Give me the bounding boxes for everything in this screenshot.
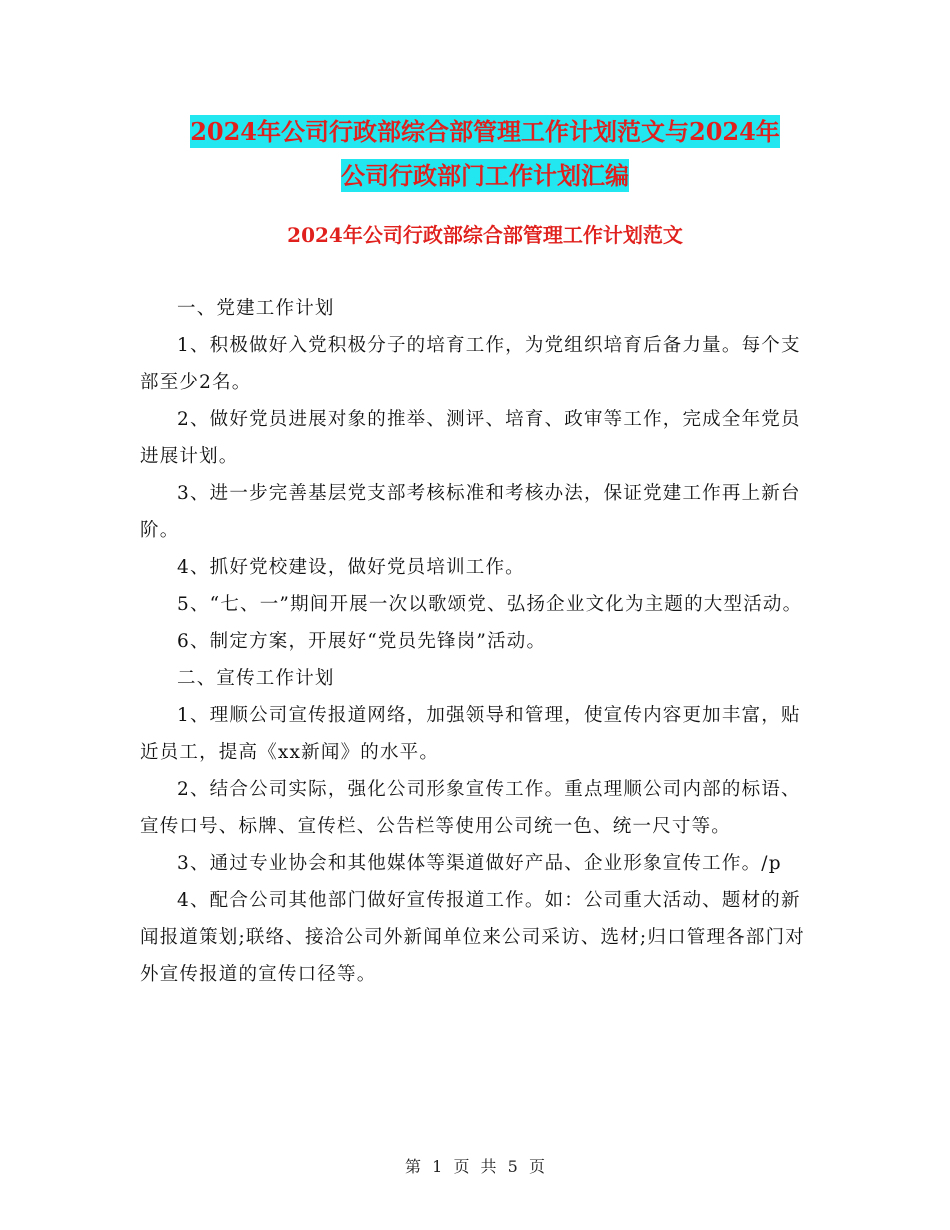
paragraph: 3、通过专业协会和其他媒体等渠道做好产品、企业形象宣传工作。/p xyxy=(177,853,782,874)
document-title-line-1: 2024年公司行政部综合部管理工作计划范文与2024年 xyxy=(190,117,780,146)
document-title xyxy=(140,110,830,198)
paragraph: 6、制定方案，开展好“党员先锋岗”活动。 xyxy=(177,631,547,652)
paragraph: 4、配合公司其他部门做好宣传报道工作。如：公司重大活动、题材的新闻报道策划;联络、接洽公司外新闻单位来公司采访、选材;归口管理各部门对外宣传报道的宣传口径等。 xyxy=(140,890,805,985)
paragraph: 3、进一步完善基层党支部考核标准和考核办法，保证党建工作再上新台阶。 xyxy=(140,483,801,541)
paragraph: 1、理顺公司宣传报道网络，加强领导和管理，使宣传内容更加丰富，贴近员工，提高《xx新闻》的水平。 xyxy=(140,705,801,763)
paragraph: 5、“七、一”期间开展一次以歌颂党、弘扬企业文化为主题的大型活动。 xyxy=(177,594,803,615)
paragraph: 2、做好党员进展对象的推举、测评、培育、政审等工作，完成全年党员进展计划。 xyxy=(140,409,801,467)
footer-page-unit: 页 xyxy=(453,1157,470,1176)
footer-total-prefix: 共 xyxy=(480,1157,497,1176)
heading-publicity: 二、宣传工作计划 xyxy=(177,668,335,689)
footer-total-pages: 5 xyxy=(507,1157,518,1176)
document-body xyxy=(140,290,810,993)
footer-page-number: 1 xyxy=(432,1157,443,1176)
paragraph: 2、结合公司实际，强化公司形象宣传工作。重点理顺公司内部的标语、宣传口号、标牌、宣传栏、公告栏等使用公司统一色、统一尺寸等。 xyxy=(140,779,801,837)
heading-party-building: 一、党建工作计划 xyxy=(177,298,335,319)
footer-prefix: 第 xyxy=(405,1157,422,1176)
page-footer xyxy=(0,1154,950,1177)
section-title: 2024年公司行政部综合部管理工作计划范文 xyxy=(287,223,683,247)
footer-total-unit: 页 xyxy=(528,1157,545,1176)
paragraph: 4、抓好党校建设，做好党员培训工作。 xyxy=(177,557,525,578)
paragraph: 1、积极做好入党积极分子的培育工作，为党组织培育后备力量。每个支部至少2名。 xyxy=(140,335,801,393)
document-title-line-2: 公司行政部门工作计划汇编 xyxy=(341,161,629,190)
